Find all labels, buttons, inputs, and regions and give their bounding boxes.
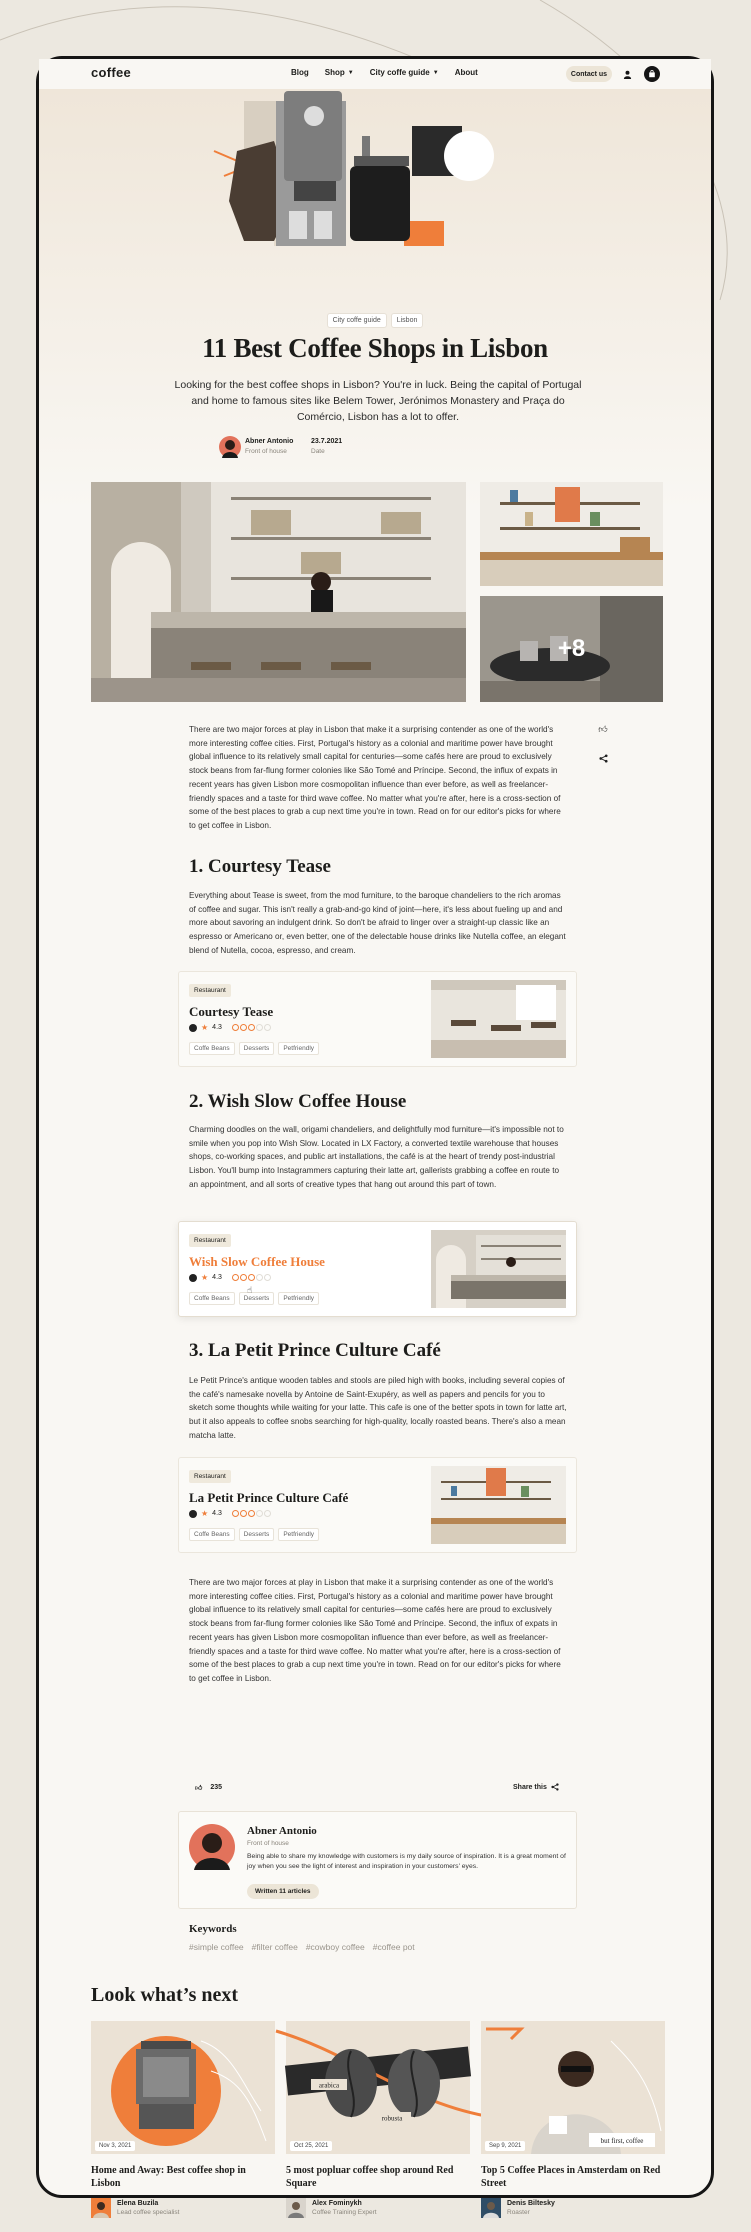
author-box	[178, 1811, 577, 1909]
article-title[interactable]: Home and Away: Best coffee shop in Lisbon	[91, 2165, 246, 2189]
browser-frame	[36, 56, 714, 2216]
page-title: 11 Best Coffee Shops in Lisbon	[202, 333, 548, 363]
chip[interactable]: Desserts	[239, 1042, 275, 1055]
chip[interactable]: Coffe Beans	[189, 1528, 235, 1541]
author-role: Roaster	[507, 2209, 530, 2216]
gallery-main-photo[interactable]	[91, 482, 466, 702]
nav-about[interactable]: About	[454, 68, 478, 77]
gallery-photo[interactable]	[480, 482, 663, 586]
place-chips	[189, 1292, 319, 1305]
shopping-bag-icon[interactable]	[644, 66, 660, 82]
place-photo[interactable]	[431, 980, 566, 1058]
date-label: Date	[311, 448, 325, 455]
article-author	[91, 2198, 275, 2220]
logo[interactable]: coffee	[91, 65, 132, 80]
price-level	[232, 1024, 271, 1031]
place-meta	[189, 1273, 271, 1282]
next-article-card[interactable]	[91, 2021, 275, 2220]
keyword-link[interactable]: #filter coffee	[251, 1942, 298, 1952]
publish-date: 23.7.2021	[311, 438, 343, 445]
byline	[219, 436, 539, 462]
next-article-card[interactable]	[286, 2021, 470, 2220]
nav-links	[291, 68, 478, 77]
author-articles-button[interactable]: Written 11 articles	[247, 1884, 319, 1899]
like-button[interactable]	[195, 1783, 222, 1792]
rating: 4.3	[212, 1024, 222, 1031]
author-role: Lead coffee specialist	[117, 2209, 180, 2216]
section-body: Charming doodles on the wall, origami chandeliers, and delightfully mod furniture—it's impossible not to smile when you pop into Wish Slow. Located in LX Factory, a converted textile warehouse that houses shops, co-working spaces, and public art installations, the café is at the heart of trendy post-industrial Lisbon. You'll bump into Instagrammers capturing their latte art, gallerists grabbing a coffee en route to an appointment, and all sorts of creative types that hang out around this part of town.	[189, 1125, 564, 1189]
article-intro: There are two major forces at play in Lisbon that make it a surprising contender as one of the world's more interesting coffee cities. First, Portugal's history as a colonial and maritime power have brought global influence to its relatively small capital for centuries—some cafés here are proud to exclusively stock beans from far-flung former colonies like São Tomé and Príncipe. Second, the influx of expats in recent years has given Lisbon more cosmopolitan influence than ever before, as well as freelancer-friendly spaces and a taste for third wave coffee. No matter what you're after, here is a cross-section of some of the best places to grab a cup next time you're in town. Read on for our editor's picks for where to get coffee in Lisbon.	[189, 725, 561, 830]
article-author	[481, 2198, 665, 2220]
article-date: Nov 3, 2021	[95, 2141, 135, 2151]
section-heading: 3. La Petit Prince Culture Café	[189, 1340, 441, 1361]
hero-illustration	[234, 81, 494, 281]
place-chips	[189, 1528, 319, 1541]
thumbs-up-icon[interactable]: 👍︎	[598, 724, 608, 734]
keyword-link[interactable]: #simple coffee	[189, 1942, 244, 1952]
star-icon: ★	[201, 1509, 209, 1518]
thumbs-up-icon: 👍︎	[195, 1785, 203, 1792]
chip[interactable]: Petfriendly	[278, 1292, 319, 1305]
author-name[interactable]: Elena Buzila	[117, 2200, 159, 2207]
author-name[interactable]: Abner Antonio	[247, 1825, 317, 1837]
place-photo[interactable]	[431, 1230, 566, 1308]
section-heading: 1. Courtesy Tease	[189, 856, 331, 877]
next-article-card[interactable]	[481, 2021, 665, 2220]
place-card[interactable]	[178, 1457, 577, 1553]
article-tags	[39, 313, 711, 328]
category-badge: Restaurant	[189, 984, 231, 997]
avatar[interactable]	[286, 2198, 306, 2218]
author-role: Coffee Training Expert	[312, 2209, 377, 2216]
keywords-list	[189, 1942, 415, 1952]
article-outro: There are two major forces at play in Lisbon that make it a surprising contender as one of the world's more interesting coffee cities. First, Portugal's history as a colonial and maritime power have brought global influence to its relatively small capital for centuries—some cafés here are proud to exclusively stock beans from far-flung former colonies like São Tomé and Príncipe. Second, the influx of expats in recent years has given Lisbon more cosmopolitan influence than ever before, as well as freelancer-friendly spaces and a taste for third wave coffee. No matter what you're after, here is a cross-section of some of the best places to grab a cup next time you're in town. Read on for our editor's picks for where to get coffee in Lisbon.	[189, 1578, 561, 1683]
rating: 4.3	[212, 1510, 222, 1517]
avatar[interactable]	[481, 2198, 501, 2218]
author-name[interactable]: Alex Fominykh	[312, 2200, 362, 2207]
nav-blog[interactable]: Blog	[291, 68, 309, 77]
chevron-down-icon: ▼	[347, 69, 354, 76]
google-icon	[189, 1274, 197, 1282]
google-icon	[189, 1510, 197, 1518]
place-card[interactable]	[178, 971, 577, 1067]
author-role: Front of house	[247, 1840, 289, 1847]
avatar[interactable]	[219, 436, 241, 458]
share-label: Share this	[513, 1783, 547, 1791]
avatar[interactable]	[189, 1824, 235, 1870]
place-meta	[189, 1509, 271, 1518]
article-title[interactable]: 5 most popluar coffee shop around Red Square	[286, 2165, 454, 2189]
star-icon: ★	[201, 1023, 209, 1032]
article-author	[286, 2198, 470, 2220]
place-name[interactable]: La Petit Prince Culture Café	[189, 1490, 349, 1505]
article-thumbnail[interactable]	[91, 2021, 275, 2154]
chip[interactable]: Desserts	[239, 1528, 275, 1541]
author-name[interactable]: Denis Biltesky	[507, 2200, 555, 2207]
place-chips	[189, 1042, 319, 1055]
arabica-label: arabica	[318, 2081, 340, 2090]
place-meta	[189, 1023, 271, 1032]
share-icon	[551, 1783, 559, 1791]
author-name[interactable]: Abner Antonio	[245, 438, 294, 445]
author-role: Front of house	[245, 448, 287, 455]
place-card[interactable]	[178, 1221, 577, 1317]
chip[interactable]: Coffe Beans	[189, 1292, 235, 1305]
next-section-title: Look what’s next	[91, 1984, 239, 2006]
nav-city-guide[interactable]: City coffe guide ▼	[369, 68, 439, 77]
chip[interactable]: Desserts	[239, 1292, 275, 1305]
chip[interactable]: Coffe Beans	[189, 1042, 235, 1055]
star-icon: ★	[201, 1273, 209, 1282]
tag[interactable]: City coffe guide	[327, 313, 387, 328]
article-title[interactable]: Top 5 Coffee Places in Amsterdam on Red Street	[481, 2165, 661, 2189]
place-name[interactable]: Courtesy Tease	[189, 1004, 274, 1019]
place-name[interactable]: Wish Slow Coffee House	[189, 1254, 325, 1269]
article-date: Sep 9, 2021	[485, 2141, 525, 2151]
nav-shop[interactable]: Shop ▼	[324, 68, 354, 77]
chip[interactable]: Petfriendly	[278, 1042, 319, 1055]
price-level	[232, 1510, 271, 1517]
contact-button[interactable]: Contact us	[566, 66, 612, 82]
section-body: Everything about Tease is sweet, from the mod furniture, to the baroque chandeliers to the rich aromas of coffee and sugar. This isn't really a grab-and-go kind of joint—here, it's less about fueling up and and more about savoring an indulgent drink. So don't be afraid to linger over a straight-up classic like an espresso or Americano or, even better, one of the delectable house drinks like Nutella coffee, an elegant blend of Nutella, cocoa, espresso, and cream.	[189, 891, 566, 955]
article-thumbnail[interactable]	[481, 2021, 665, 2154]
google-icon	[189, 1024, 197, 1032]
mug-label: but first, coffee	[600, 2137, 644, 2145]
side-tools	[596, 724, 610, 784]
category-badge: Restaurant	[189, 1234, 231, 1247]
article-date: Oct 25, 2021	[290, 2141, 332, 2151]
gallery-more-count[interactable]: +8	[557, 635, 586, 662]
like-count: 235	[210, 1784, 223, 1791]
keyword-link[interactable]: #coffee pot	[372, 1942, 415, 1952]
keyword-link[interactable]: #cowboy coffee	[305, 1942, 365, 1952]
share-icon[interactable]	[596, 754, 610, 768]
chip[interactable]: Petfriendly	[278, 1528, 319, 1541]
gallery-photo-more[interactable]	[480, 596, 663, 702]
hand-cursor-icon: ☝	[247, 1285, 253, 1295]
chevron-down-icon: ▼	[432, 69, 439, 76]
article-lead: Looking for the best coffee shops in Lisbon? You're in luck. Being the capital of Portugal and home to famous sites like Belem Tower, Jerónimos Monastery and Praça do Comércio, Lisbon has a lot to offer.	[174, 379, 582, 423]
article-thumbnail[interactable]	[286, 2021, 470, 2154]
section-body: Le Petit Prince's antique wooden tables and stools are piled high with books, including several copies of the café's namesake novella by Antoine de Saint-Exupéry, as well as papers and pencils for you to sketch some thoughts while waiting for your latte. This cafe is one of the better spots in town for latte art, but it also appeals to coffee snobs searching for high-quality, locally roasted beans. There's also a mean matcha latte.	[189, 1376, 567, 1440]
category-badge: Restaurant	[189, 1470, 231, 1483]
avatar[interactable]	[91, 2198, 111, 2218]
price-level	[232, 1274, 271, 1281]
rating: 4.3	[212, 1274, 222, 1281]
share-button[interactable]	[513, 1783, 559, 1791]
author-bio: Being able to share my knowledge with customers is my daily source of inspiration. It is a great moment of joy when you see the light of interest and inspiration in your customers' eyes.	[247, 1853, 566, 1870]
section-heading: 2. Wish Slow Coffee House	[189, 1091, 407, 1112]
place-photo[interactable]	[431, 1466, 566, 1544]
robusta-label: robusta	[381, 2114, 403, 2123]
user-icon[interactable]	[619, 66, 635, 82]
tag[interactable]: Lisbon	[391, 313, 424, 328]
keywords-title: Keywords	[189, 1923, 237, 1935]
